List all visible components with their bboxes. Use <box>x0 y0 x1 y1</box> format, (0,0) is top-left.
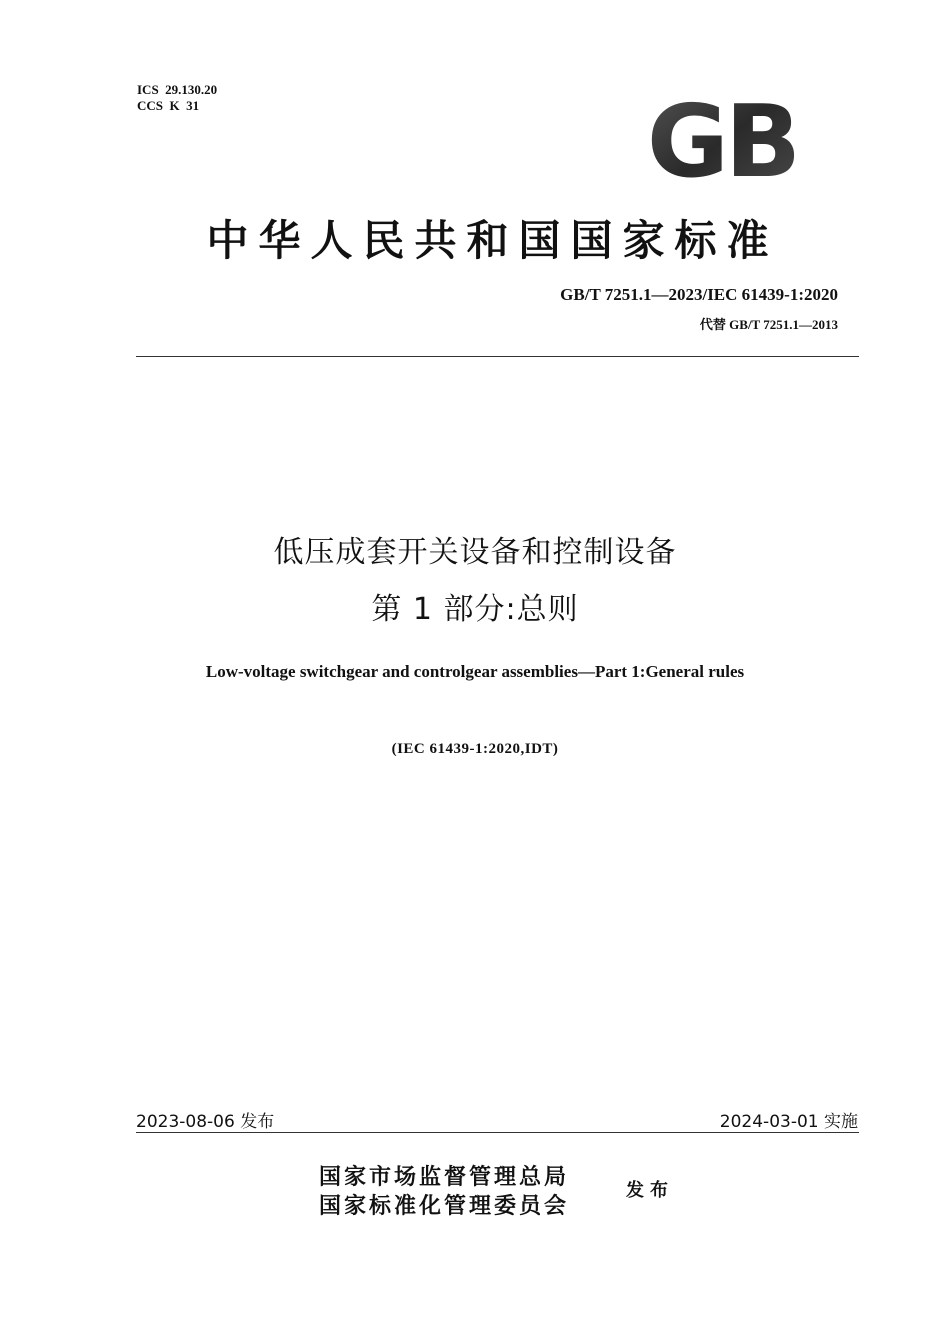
ics-code: ICS 29.130.20 <box>137 82 218 97</box>
national-standard-title: 中华人民共和国国家标准 <box>206 216 779 265</box>
publish-label: 发布 <box>626 1180 674 1201</box>
issuer-samr: 国家市场监督管理总局 <box>319 1165 570 1190</box>
document-title-cn-line1: 低压成套开关设备和控制设备 <box>273 535 677 570</box>
ccs-code: CCS K 31 <box>137 98 200 113</box>
equivalence-note: (IEC 61439-1:2020,IDT) <box>391 741 559 757</box>
implementation-date: 2024-03-01 实施 <box>719 1112 858 1132</box>
gb-logo-icon <box>632 92 812 184</box>
replaces-standard: 代替 GB/T 7251.1—2013 <box>699 317 838 332</box>
classification-codes <box>137 82 217 114</box>
document-title-cn-line2: 第 1 部分:总则 <box>371 592 579 627</box>
gb-logo-text: GB <box>646 92 798 184</box>
top-divider <box>136 356 859 357</box>
bottom-divider <box>136 1132 859 1133</box>
standard-number: GB/T 7251.1—2023/IEC 61439-1:2020 <box>560 285 838 304</box>
issue-date: 2023-08-06 发布 <box>136 1112 275 1132</box>
issuer-sac: 国家标准化管理委员会 <box>319 1194 570 1219</box>
document-title-en: Low-voltage switchgear and controlgear assemblies—Part 1:General rules <box>205 662 745 681</box>
